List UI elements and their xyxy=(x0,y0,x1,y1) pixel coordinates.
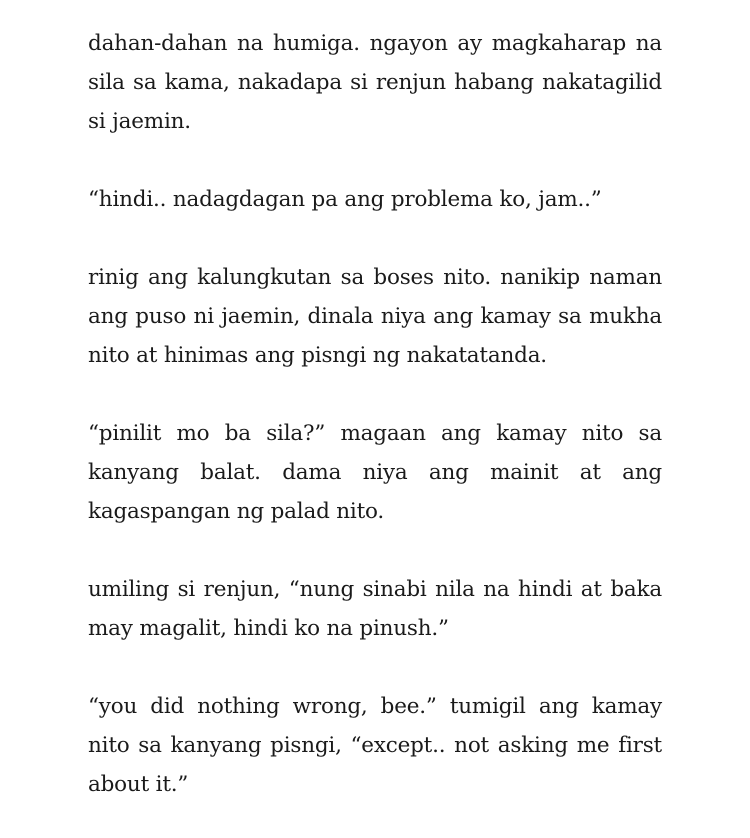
paragraph-4: “pinilit mo ba sila?” magaan ang kamay nito sa kanyang balat. dama niya ang mainit at ang kagaspangan ng palad nito. xyxy=(88,421,662,524)
story-text-body xyxy=(88,24,662,804)
paragraph-3: rinig ang kalungkutan sa boses nito. nanikip naman ang puso ni jaemin, dinala niya ang kamay sa mukha nito at hinimas ang pisngi ng nakatatanda. xyxy=(88,265,662,368)
paragraph-1: dahan-dahan na humiga. ngayon ay magkaharap na sila sa kama, nakadapa si renjun habang nakatagilid si jaemin. xyxy=(88,31,662,134)
paragraph-2: “hindi.. nadagdagan pa ang problema ko, jam..” xyxy=(88,187,602,212)
paragraph-5: umiling si renjun, “nung sinabi nila na hindi at baka may magalit, hindi ko na pinush.” xyxy=(88,577,662,641)
paragraph-6: “you did nothing wrong, bee.” tumigil ang kamay nito sa kanyang pisngi, “except.. not asking me first about it.” xyxy=(88,694,662,797)
